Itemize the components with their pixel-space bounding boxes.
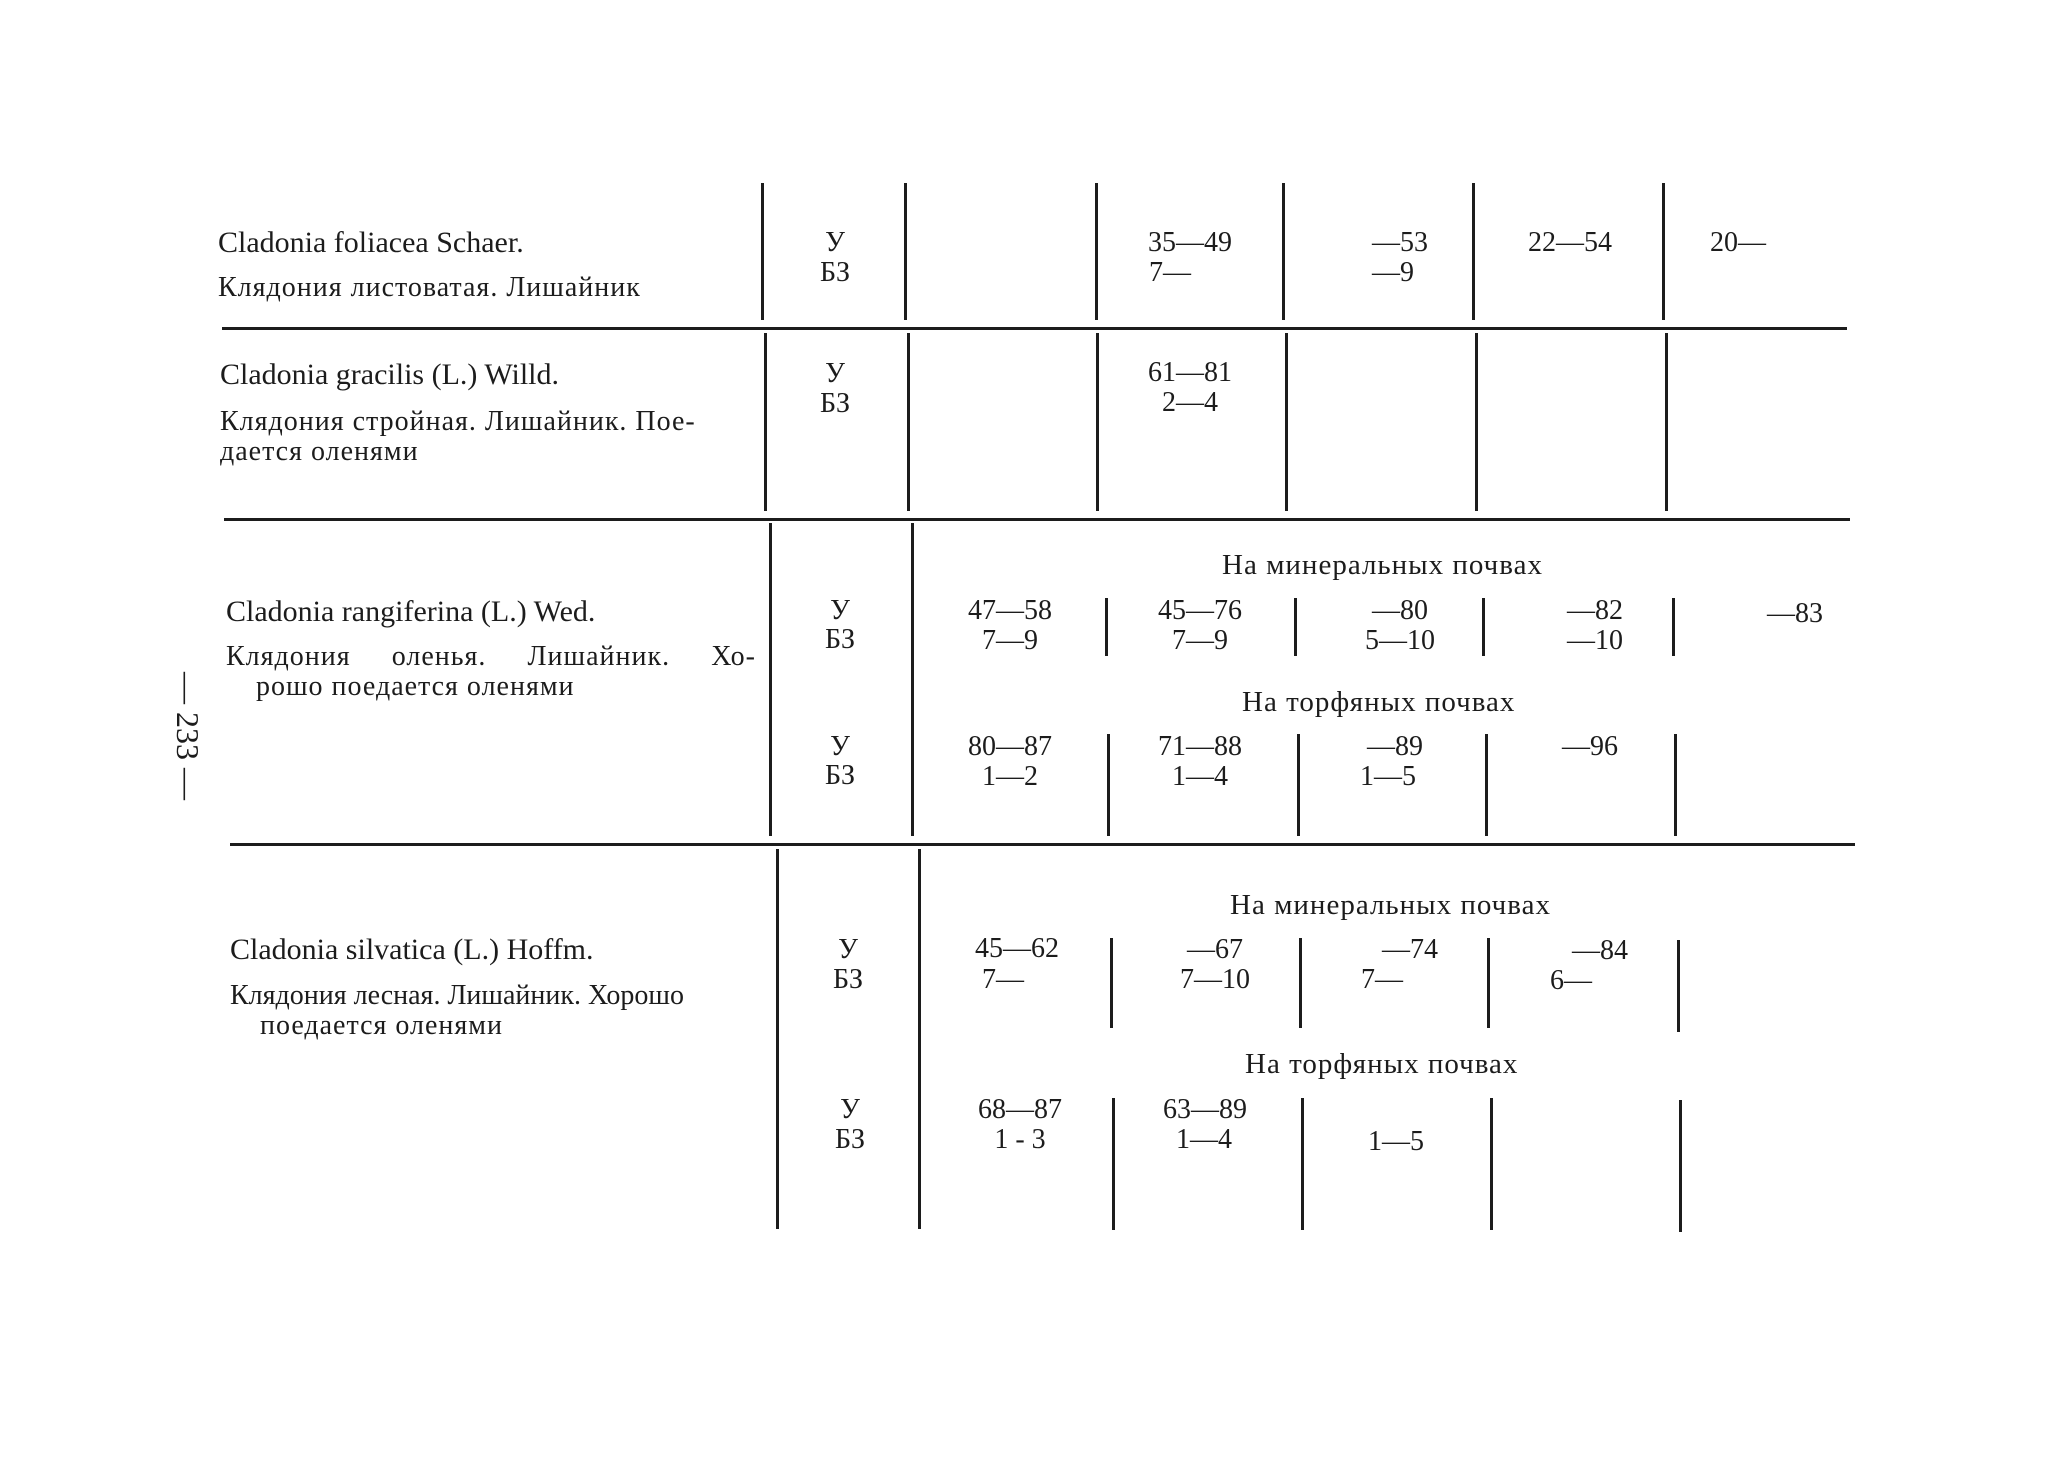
soil-type-label-mineral: На минеральных почвах — [1222, 549, 1543, 581]
column-rule — [1485, 734, 1488, 836]
column-rule — [1482, 598, 1485, 656]
column-rule — [911, 523, 914, 836]
species-latin-name: Cladonia rangiferina (L.) Wed. — [226, 595, 596, 628]
column-rule — [1282, 183, 1285, 320]
value-cell: —9 — [1372, 257, 1414, 288]
value-cell: 45—76 — [1158, 595, 1242, 626]
value-cell: 71—88 — [1158, 731, 1242, 762]
value-cell: —10 — [1567, 625, 1623, 656]
column-rule — [904, 183, 907, 320]
soil-type-label-peat: На торфяных почвах — [1245, 1048, 1519, 1080]
value-cell: 7—9 — [1172, 625, 1228, 656]
column-rule — [761, 183, 764, 320]
value-cell: —96 — [1562, 731, 1618, 762]
column-rule — [1677, 940, 1680, 1032]
row-divider — [230, 843, 1855, 846]
value-cell: 7—9 — [982, 625, 1038, 656]
value-cell: —80 — [1372, 595, 1428, 626]
column-rule — [1095, 183, 1098, 320]
value-cell: —83 — [1767, 598, 1823, 629]
value-cell: 5—10 — [1365, 625, 1435, 656]
row-divider — [222, 327, 1847, 330]
value-cell: 7— — [1149, 257, 1191, 288]
column-rule — [1679, 1100, 1682, 1232]
species-description: рошо поедается оленями — [256, 671, 575, 702]
value-cell: 35—49 — [1148, 227, 1232, 258]
code-u: У — [840, 1094, 860, 1125]
column-rule — [1490, 1098, 1493, 1230]
value-cell: 20— — [1710, 227, 1766, 258]
value-cell: —84 — [1572, 935, 1628, 966]
row-divider — [224, 518, 1850, 521]
column-rule — [1112, 1098, 1115, 1230]
value-cell: —53 — [1372, 227, 1428, 258]
value-cell: 2—4 — [1162, 387, 1218, 418]
column-rule — [918, 849, 921, 1229]
value-cell: 1—5 — [1360, 761, 1416, 792]
column-rule — [1475, 333, 1478, 511]
value-cell: 45—62 — [975, 933, 1059, 964]
soil-type-label-peat: На торфяных почвах — [1242, 686, 1516, 718]
code-bz: БЗ — [824, 760, 856, 791]
value-cell: 68—87 — [978, 1094, 1062, 1125]
value-cell: 61—81 — [1148, 357, 1232, 388]
value-cell: 63—89 — [1163, 1094, 1247, 1125]
species-description: Клядония оленья. Лишайник. Хо- — [226, 641, 756, 672]
value-cell: —74 — [1382, 934, 1438, 965]
column-rule — [1110, 938, 1113, 1028]
code-bz: БЗ — [832, 964, 864, 995]
value-cell: 80—87 — [968, 731, 1052, 762]
value-cell: 7— — [1361, 964, 1403, 995]
value-cell: 1—5 — [1368, 1126, 1424, 1157]
column-rule — [1107, 734, 1110, 836]
species-latin-name: Cladonia gracilis (L.) Willd. — [220, 358, 559, 391]
column-rule — [1674, 734, 1677, 836]
page-number: — 233 — — [170, 672, 206, 800]
code-bz: БЗ — [824, 624, 856, 655]
column-rule — [764, 333, 767, 511]
value-cell: 1—4 — [1172, 761, 1228, 792]
code-u: У — [825, 358, 845, 389]
value-cell: 6— — [1550, 965, 1592, 996]
column-rule — [1297, 734, 1300, 836]
value-cell: —82 — [1567, 595, 1623, 626]
code-bz: БЗ — [819, 257, 851, 288]
value-cell: —89 — [1367, 731, 1423, 762]
value-cell: 1 - 3 — [994, 1124, 1046, 1155]
column-rule — [1301, 1098, 1304, 1230]
column-rule — [1285, 333, 1288, 511]
code-u: У — [838, 934, 858, 965]
column-rule — [1487, 938, 1490, 1028]
value-cell: 7— — [982, 964, 1024, 995]
column-rule — [1299, 938, 1302, 1028]
species-latin-name: Cladonia silvatica (L.) Hoffm. — [230, 933, 594, 966]
code-bz: БЗ — [819, 388, 851, 419]
value-cell: 1—4 — [1176, 1124, 1232, 1155]
code-u: У — [825, 227, 845, 258]
species-latin-name: Cladonia foliacea Schaer. — [218, 226, 524, 259]
code-u: У — [830, 731, 850, 762]
soil-type-label-mineral: На минеральных почвах — [1230, 889, 1551, 921]
column-rule — [1665, 333, 1668, 511]
value-cell: 1—2 — [982, 761, 1038, 792]
column-rule — [1294, 598, 1297, 656]
species-description: дается оленями — [220, 436, 419, 467]
column-rule — [1672, 598, 1675, 656]
species-description: поедается оленями — [260, 1010, 503, 1041]
species-description: Клядония лесная. Лишайник. Хорошо — [230, 980, 684, 1011]
column-rule — [1662, 183, 1665, 320]
column-rule — [1105, 598, 1108, 656]
value-cell: 22—54 — [1528, 227, 1612, 258]
code-u: У — [830, 595, 850, 626]
value-cell: 47—58 — [968, 595, 1052, 626]
value-cell: —67 — [1187, 934, 1243, 965]
column-rule — [907, 333, 910, 511]
column-rule — [1096, 333, 1099, 511]
species-description: Клядония стройная. Лишайник. Пое- — [220, 406, 696, 437]
code-bz: БЗ — [834, 1124, 866, 1155]
column-rule — [769, 523, 772, 836]
column-rule — [776, 849, 779, 1229]
value-cell: 7—10 — [1180, 964, 1250, 995]
species-description: Клядония листоватая. Лишайник — [218, 272, 641, 303]
